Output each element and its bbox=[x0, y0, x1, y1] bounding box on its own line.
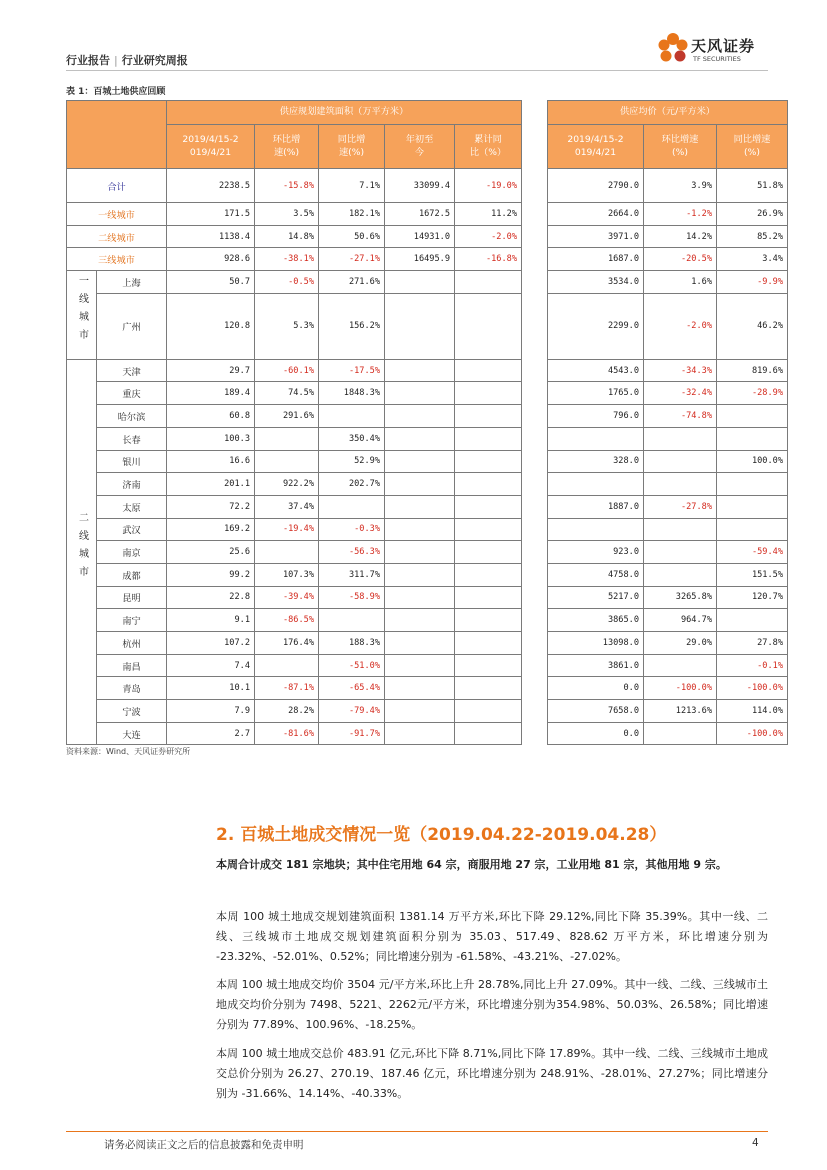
city-name: 南宁 bbox=[97, 609, 167, 632]
cell-area-tb bbox=[319, 405, 385, 428]
cell-price-hb: 1.6% bbox=[644, 271, 717, 294]
price-paragraph: 本周 100 城土地成交均价 3504 元/平方米,环比上升 28.78%,同比上升 27.09%。其中一线、二线、三线城市土地成交均价分别为 7498、5221、2262元/平方米，环比增速分别为354.98%、50.03%、26.58%；同比增速分别为 77.89%、100.96%、-18.25%。 bbox=[216, 978, 768, 1031]
cell-area: 9.1 bbox=[167, 609, 255, 632]
cell-ytd-tb-empty bbox=[455, 609, 522, 632]
column-gap bbox=[522, 563, 548, 586]
footer-disclaimer: 请务必阅读正文之后的信息披露和免责申明 bbox=[104, 1139, 304, 1151]
city-row bbox=[67, 473, 788, 496]
area-paragraph: 本周 100 城土地成交规划建筑面积 1381.14 万平方米,环比下降 29.12%,同比下降 35.39%。其中一线、二线、三线城市土地成交规划建筑面积分别为 35.03、517.49、828.62 万平方米，环比增速分别为 -23.32%、-52.01%、0.52%；同比增速分别为 -61.58%、-43.21%、-27.02%。 bbox=[216, 910, 768, 963]
cell-price: 3534.0 bbox=[548, 271, 644, 294]
area-group-header: 供应规划建筑面积（万平方米） bbox=[167, 101, 522, 125]
col-header-price-hb: 环比增速 (%) bbox=[644, 125, 717, 169]
column-gap bbox=[522, 473, 548, 496]
cell-ytd-tb-empty bbox=[455, 632, 522, 655]
cell-price: 4758.0 bbox=[548, 563, 644, 586]
cell-area-tb: 188.3% bbox=[319, 632, 385, 655]
cell-area-tb: 7.1% bbox=[319, 169, 385, 203]
city-row bbox=[67, 518, 788, 541]
cell-area-hb bbox=[255, 541, 319, 564]
footer-divider bbox=[66, 1131, 768, 1132]
city-row bbox=[67, 654, 788, 677]
cell-price-tb bbox=[717, 518, 788, 541]
cell-ytd-empty bbox=[385, 541, 455, 564]
city-row bbox=[67, 700, 788, 723]
cell-price-tb: 51.8% bbox=[717, 169, 788, 203]
cell-area-hb bbox=[255, 450, 319, 473]
city-row bbox=[67, 405, 788, 428]
cell-ytd-tb-empty bbox=[455, 563, 522, 586]
cell-ytd-tb: 11.2% bbox=[455, 203, 522, 226]
total-label: 合计 bbox=[67, 169, 167, 203]
cell-price: 1765.0 bbox=[548, 382, 644, 405]
cell-area-hb: -19.4% bbox=[255, 518, 319, 541]
tier-row bbox=[67, 203, 788, 226]
cell-area: 29.7 bbox=[167, 359, 255, 382]
cell-price-tb: 100.0% bbox=[717, 450, 788, 473]
cell-ytd-empty bbox=[385, 654, 455, 677]
cell-price-hb bbox=[644, 427, 717, 450]
cell-price-hb: 964.7% bbox=[644, 609, 717, 632]
cell-price-hb: -100.0% bbox=[644, 677, 717, 700]
column-gap bbox=[522, 654, 548, 677]
column-gap bbox=[522, 700, 548, 723]
city-name: 长春 bbox=[97, 427, 167, 450]
cell-area-tb: -91.7% bbox=[319, 722, 385, 745]
cell-price-hb: -27.8% bbox=[644, 495, 717, 518]
cell-area: 928.6 bbox=[167, 248, 255, 271]
city-row bbox=[67, 722, 788, 745]
cell-price: 0.0 bbox=[548, 722, 644, 745]
cell-ytd-empty bbox=[385, 495, 455, 518]
cell-ytd-tb-empty bbox=[455, 359, 522, 382]
cell-area-tb: 202.7% bbox=[319, 473, 385, 496]
column-gap bbox=[522, 293, 548, 359]
city-row bbox=[67, 677, 788, 700]
cell-area-tb: 50.6% bbox=[319, 225, 385, 248]
cell-area-hb: 922.2% bbox=[255, 473, 319, 496]
city-row bbox=[67, 609, 788, 632]
cell-area-hb: 176.4% bbox=[255, 632, 319, 655]
cell-price-hb: -1.2% bbox=[644, 203, 717, 226]
cell-ytd-tb-empty bbox=[455, 271, 522, 294]
cell-ytd-empty bbox=[385, 700, 455, 723]
cell-price-hb bbox=[644, 450, 717, 473]
cell-area: 25.6 bbox=[167, 541, 255, 564]
cell-ytd-tb-empty bbox=[455, 382, 522, 405]
cell-ytd-empty bbox=[385, 293, 455, 359]
group-tier2 bbox=[67, 359, 97, 745]
cell-area-tb: -17.5% bbox=[319, 359, 385, 382]
cell-area-tb: -51.0% bbox=[319, 654, 385, 677]
cell-ytd: 1672.5 bbox=[385, 203, 455, 226]
cell-ytd-tb-empty bbox=[455, 405, 522, 428]
cell-price-tb: 26.9% bbox=[717, 203, 788, 226]
city-name: 昆明 bbox=[97, 586, 167, 609]
cell-price: 13098.0 bbox=[548, 632, 644, 655]
column-gap bbox=[522, 203, 548, 226]
cell-ytd: 14931.0 bbox=[385, 225, 455, 248]
cell-area: 99.2 bbox=[167, 563, 255, 586]
city-row bbox=[67, 495, 788, 518]
cell-area: 22.8 bbox=[167, 586, 255, 609]
col-header-area-hb: 环比增 速(%) bbox=[255, 125, 319, 169]
cell-price: 923.0 bbox=[548, 541, 644, 564]
cell-ytd-tb-empty bbox=[455, 722, 522, 745]
city-name: 银川 bbox=[97, 450, 167, 473]
cell-price-hb: 3265.8% bbox=[644, 586, 717, 609]
city-row bbox=[67, 382, 788, 405]
cell-area-hb: 37.4% bbox=[255, 495, 319, 518]
breadcrumb-report-subtype: 行业研究周报 bbox=[121, 54, 188, 67]
cell-ytd-empty bbox=[385, 359, 455, 382]
cell-ytd-tb-empty bbox=[455, 677, 522, 700]
cell-price-tb: -59.4% bbox=[717, 541, 788, 564]
cell-area-hb: -86.5% bbox=[255, 609, 319, 632]
cell-price-tb: -100.0% bbox=[717, 722, 788, 745]
cell-price-hb: -20.5% bbox=[644, 248, 717, 271]
cell-area-hb: -87.1% bbox=[255, 677, 319, 700]
cell-area-hb: -81.6% bbox=[255, 722, 319, 745]
cell-area: 60.8 bbox=[167, 405, 255, 428]
cell-ytd-empty bbox=[385, 405, 455, 428]
cell-price-tb: 46.2% bbox=[717, 293, 788, 359]
cell-area-tb: -56.3% bbox=[319, 541, 385, 564]
tier-label: 二线城市 bbox=[67, 225, 167, 248]
city-name: 宁波 bbox=[97, 700, 167, 723]
cell-area: 100.3 bbox=[167, 427, 255, 450]
city-row bbox=[67, 427, 788, 450]
city-name: 杭州 bbox=[97, 632, 167, 655]
city-name: 成都 bbox=[97, 563, 167, 586]
column-gap bbox=[522, 405, 548, 428]
col-header-price-tb: 同比增速 (%) bbox=[717, 125, 788, 169]
col-header-ytd-tb: 累计同 比（%） bbox=[455, 125, 522, 169]
column-gap bbox=[522, 271, 548, 294]
col-header-price-week: 2019/4/15-2 019/4/21 bbox=[548, 125, 644, 169]
cell-price-hb bbox=[644, 722, 717, 745]
cell-area-hb: -39.4% bbox=[255, 586, 319, 609]
cell-ytd-empty bbox=[385, 609, 455, 632]
cell-area: 2.7 bbox=[167, 722, 255, 745]
land-supply-table bbox=[66, 100, 788, 745]
cell-price-tb: 3.4% bbox=[717, 248, 788, 271]
cell-price-hb: -34.3% bbox=[644, 359, 717, 382]
cell-area-hb: 5.3% bbox=[255, 293, 319, 359]
cell-area-tb: 52.9% bbox=[319, 450, 385, 473]
column-gap bbox=[522, 450, 548, 473]
city-row bbox=[67, 271, 788, 294]
cell-price-tb bbox=[717, 427, 788, 450]
column-gap bbox=[522, 722, 548, 745]
cell-price-tb: -100.0% bbox=[717, 677, 788, 700]
cell-ytd-empty bbox=[385, 450, 455, 473]
cell-area-tb: 156.2% bbox=[319, 293, 385, 359]
cell-area: 1138.4 bbox=[167, 225, 255, 248]
cell-ytd-empty bbox=[385, 518, 455, 541]
cell-ytd: 16495.9 bbox=[385, 248, 455, 271]
cell-area: 7.9 bbox=[167, 700, 255, 723]
cell-price-hb bbox=[644, 518, 717, 541]
cell-area: 16.6 bbox=[167, 450, 255, 473]
city-row bbox=[67, 586, 788, 609]
cell-area-tb: 350.4% bbox=[319, 427, 385, 450]
cell-price-tb bbox=[717, 609, 788, 632]
cell-area: 120.8 bbox=[167, 293, 255, 359]
cell-price-tb: -28.9% bbox=[717, 382, 788, 405]
cell-price: 1887.0 bbox=[548, 495, 644, 518]
cell-price: 2299.0 bbox=[548, 293, 644, 359]
cell-area-hb bbox=[255, 427, 319, 450]
cell-area-tb bbox=[319, 609, 385, 632]
cell-area-hb: 291.6% bbox=[255, 405, 319, 428]
cell-price: 1687.0 bbox=[548, 248, 644, 271]
cell-price-tb: 151.5% bbox=[717, 563, 788, 586]
cell-area-hb: -60.1% bbox=[255, 359, 319, 382]
cell-area-tb: -0.3% bbox=[319, 518, 385, 541]
col-header-area-week: 2019/4/15-2 019/4/21 bbox=[167, 125, 255, 169]
cell-price-tb bbox=[717, 473, 788, 496]
cell-ytd-tb: -2.0% bbox=[455, 225, 522, 248]
section-title: 2. 百城土地成交情况一览（2019.04.22-2019.04.28） bbox=[216, 825, 667, 845]
breadcrumb-report-type: 行业报告 bbox=[66, 54, 110, 67]
city-name: 上海 bbox=[97, 271, 167, 294]
cell-price: 796.0 bbox=[548, 405, 644, 428]
column-gap bbox=[522, 169, 548, 203]
column-gap bbox=[522, 427, 548, 450]
city-row bbox=[67, 293, 788, 359]
cell-area-hb: -38.1% bbox=[255, 248, 319, 271]
tier-row bbox=[67, 248, 788, 271]
price-group-header: 供应均价（元/平方米） bbox=[548, 101, 788, 125]
column-gap bbox=[522, 586, 548, 609]
cell-price-tb: 27.8% bbox=[717, 632, 788, 655]
cell-price-hb: 1213.6% bbox=[644, 700, 717, 723]
city-name: 太原 bbox=[97, 495, 167, 518]
cell-price-tb: 819.6% bbox=[717, 359, 788, 382]
city-row bbox=[67, 359, 788, 382]
cell-ytd-tb-empty bbox=[455, 427, 522, 450]
cell-price-hb bbox=[644, 563, 717, 586]
cell-ytd-empty bbox=[385, 473, 455, 496]
tier-row bbox=[67, 225, 788, 248]
summary-paragraph: 本周合计成交 181 宗地块；其中住宅用地 64 宗，商服用地 27 宗，工业用地 81 宗，其他用地 9 宗。 bbox=[216, 858, 727, 871]
page-number: 4 bbox=[752, 1137, 759, 1149]
cell-area-hb: 107.3% bbox=[255, 563, 319, 586]
group-label: 一线城市 bbox=[76, 274, 88, 347]
group-label: 二线城市 bbox=[76, 512, 88, 585]
cell-ytd-empty bbox=[385, 677, 455, 700]
cell-price-hb: -2.0% bbox=[644, 293, 717, 359]
column-gap bbox=[522, 518, 548, 541]
cell-area-hb: -0.5% bbox=[255, 271, 319, 294]
total-price-paragraph: 本周 100 城土地成交总价 483.91 亿元,环比下降 8.71%,同比下降 17.89%。其中一线、二线、三线城市土地成交总价分别为 26.27、270.19、187.46 亿元，环比增速分别为 248.91%、-28.01%、27.27%；同比增速分别为 -31.66%、14.14%、-40.33%。 bbox=[216, 1047, 768, 1100]
table-caption: 表 1：百城土地供应回顾 bbox=[66, 87, 166, 97]
cell-price-hb: -32.4% bbox=[644, 382, 717, 405]
cell-ytd-empty bbox=[385, 563, 455, 586]
cell-ytd-tb-empty bbox=[455, 518, 522, 541]
city-name: 重庆 bbox=[97, 382, 167, 405]
cell-area-hb: -15.8% bbox=[255, 169, 319, 203]
total-row bbox=[67, 169, 788, 203]
cell-ytd-tb-empty bbox=[455, 495, 522, 518]
cell-area: 50.7 bbox=[167, 271, 255, 294]
cell-area: 10.1 bbox=[167, 677, 255, 700]
cell-ytd-empty bbox=[385, 586, 455, 609]
cell-price-hb: 29.0% bbox=[644, 632, 717, 655]
city-name: 天津 bbox=[97, 359, 167, 382]
cell-area-hb: 3.5% bbox=[255, 203, 319, 226]
column-gap bbox=[522, 609, 548, 632]
city-name: 哈尔滨 bbox=[97, 405, 167, 428]
breadcrumb: 行业报告 | 行业研究周报 bbox=[66, 54, 188, 67]
cell-ytd-tb-empty bbox=[455, 541, 522, 564]
cell-area: 201.1 bbox=[167, 473, 255, 496]
cell-price-tb bbox=[717, 495, 788, 518]
cell-area-hb: 74.5% bbox=[255, 382, 319, 405]
cell-ytd-tb-empty bbox=[455, 654, 522, 677]
col-header-area-tb: 同比增 速(%) bbox=[319, 125, 385, 169]
cell-price: 3971.0 bbox=[548, 225, 644, 248]
city-name: 南京 bbox=[97, 541, 167, 564]
cell-price-tb: 114.0% bbox=[717, 700, 788, 723]
tier-label: 一线城市 bbox=[67, 203, 167, 226]
column-gap bbox=[522, 101, 548, 169]
column-gap bbox=[522, 495, 548, 518]
cell-area-tb: 1848.3% bbox=[319, 382, 385, 405]
corner-header bbox=[67, 101, 167, 169]
header-divider bbox=[66, 70, 768, 71]
col-header-ytd: 年初至 今 bbox=[385, 125, 455, 169]
cell-area: 2238.5 bbox=[167, 169, 255, 203]
cell-price bbox=[548, 518, 644, 541]
cell-area: 189.4 bbox=[167, 382, 255, 405]
cell-price-hb bbox=[644, 654, 717, 677]
cell-ytd-tb: -19.0% bbox=[455, 169, 522, 203]
cell-area: 171.5 bbox=[167, 203, 255, 226]
cell-price-tb bbox=[717, 405, 788, 428]
cell-ytd-empty bbox=[385, 271, 455, 294]
cell-ytd-tb-empty bbox=[455, 450, 522, 473]
cell-ytd-empty bbox=[385, 722, 455, 745]
cell-price-hb bbox=[644, 473, 717, 496]
cell-area-hb: 14.8% bbox=[255, 225, 319, 248]
cell-area-tb: 182.1% bbox=[319, 203, 385, 226]
city-name: 大连 bbox=[97, 722, 167, 745]
city-name: 南昌 bbox=[97, 654, 167, 677]
column-gap bbox=[522, 677, 548, 700]
city-name: 济南 bbox=[97, 473, 167, 496]
cell-price-tb: -0.1% bbox=[717, 654, 788, 677]
cell-ytd-empty bbox=[385, 632, 455, 655]
cell-area-tb bbox=[319, 495, 385, 518]
city-name: 青岛 bbox=[97, 677, 167, 700]
cell-area-tb: -58.9% bbox=[319, 586, 385, 609]
cell-price: 2664.0 bbox=[548, 203, 644, 226]
city-row bbox=[67, 632, 788, 655]
cell-ytd: 33099.4 bbox=[385, 169, 455, 203]
cell-price: 5217.0 bbox=[548, 586, 644, 609]
cell-price bbox=[548, 473, 644, 496]
cell-ytd-empty bbox=[385, 427, 455, 450]
cell-ytd-tb-empty bbox=[455, 700, 522, 723]
column-gap bbox=[522, 225, 548, 248]
cell-price: 0.0 bbox=[548, 677, 644, 700]
cell-price: 2790.0 bbox=[548, 169, 644, 203]
city-name: 广州 bbox=[97, 293, 167, 359]
city-row bbox=[67, 450, 788, 473]
cell-area-tb: -27.1% bbox=[319, 248, 385, 271]
cell-price-hb: 14.2% bbox=[644, 225, 717, 248]
cell-ytd-tb-empty bbox=[455, 473, 522, 496]
cell-area: 7.4 bbox=[167, 654, 255, 677]
cell-area-tb: -65.4% bbox=[319, 677, 385, 700]
company-logo bbox=[655, 30, 767, 70]
cell-ytd-empty bbox=[385, 382, 455, 405]
cell-area-hb: 28.2% bbox=[255, 700, 319, 723]
city-name: 武汉 bbox=[97, 518, 167, 541]
logo-en-text: TF SECURITIES bbox=[693, 55, 741, 63]
cell-area-tb: 271.6% bbox=[319, 271, 385, 294]
cell-area: 107.2 bbox=[167, 632, 255, 655]
column-gap bbox=[522, 248, 548, 271]
city-row bbox=[67, 541, 788, 564]
column-gap bbox=[522, 632, 548, 655]
cell-price bbox=[548, 427, 644, 450]
logo-cn-text: 天风证券 bbox=[691, 37, 756, 55]
cell-price-hb: -74.8% bbox=[644, 405, 717, 428]
cell-price: 3861.0 bbox=[548, 654, 644, 677]
cell-ytd-tb: -16.8% bbox=[455, 248, 522, 271]
cell-price-tb: -9.9% bbox=[717, 271, 788, 294]
city-row bbox=[67, 563, 788, 586]
column-gap bbox=[522, 541, 548, 564]
cell-price-tb: 120.7% bbox=[717, 586, 788, 609]
cell-area: 169.2 bbox=[167, 518, 255, 541]
cell-area: 72.2 bbox=[167, 495, 255, 518]
cell-ytd-tb-empty bbox=[455, 586, 522, 609]
cell-area-tb: 311.7% bbox=[319, 563, 385, 586]
tier-label: 三线城市 bbox=[67, 248, 167, 271]
column-gap bbox=[522, 359, 548, 382]
cell-ytd-tb-empty bbox=[455, 293, 522, 359]
cell-area-tb: -79.4% bbox=[319, 700, 385, 723]
cell-price-tb: 85.2% bbox=[717, 225, 788, 248]
cell-price: 328.0 bbox=[548, 450, 644, 473]
flower-logo-icon bbox=[655, 30, 691, 68]
cell-price: 7658.0 bbox=[548, 700, 644, 723]
column-gap bbox=[522, 382, 548, 405]
group-tier1 bbox=[67, 271, 97, 360]
cell-price-hb: 3.9% bbox=[644, 169, 717, 203]
cell-price: 3865.0 bbox=[548, 609, 644, 632]
table-source: 资料来源：Wind、天风证券研究所 bbox=[66, 747, 191, 756]
cell-price: 4543.0 bbox=[548, 359, 644, 382]
cell-price-hb bbox=[644, 541, 717, 564]
cell-area-hb bbox=[255, 654, 319, 677]
